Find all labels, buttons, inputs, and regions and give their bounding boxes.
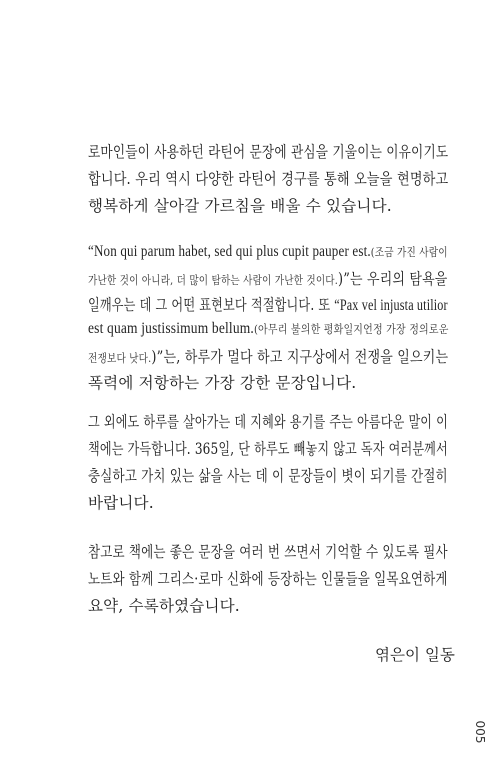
paragraph-line (88, 293, 448, 315)
translation-text: 전쟁보다 낫다. (88, 351, 152, 365)
latin-quote: est quam justissimum bellum. (88, 320, 254, 337)
paragraph-line: 행복하게 살아갈 가르침을 배울 수 있습니다. (88, 197, 392, 215)
translation-text: (아무리 불의한 평화일지언정 가장 정의로운 (253, 322, 449, 336)
body-text: )”는, 하루가 멀다 하고 지구상에서 전쟁을 일으키는 (151, 348, 449, 366)
body-text: 일깨우는 데 그 어떤 표현보다 적절합니다. 또 (88, 296, 335, 314)
latin-quote: “Non qui parum habet, sed qui plus cupit pauper est. (88, 243, 371, 260)
paragraph-line (88, 371, 356, 393)
paragraph-line: 그 외에도 하루를 살아가는 데 지혜와 용기를 주는 아름다운 말이 이 (88, 413, 449, 431)
translation-text: (조금 가진 사람이 (370, 245, 448, 259)
latin-quote: “Pax vel injusta utilior (334, 297, 448, 314)
paragraph-line: 책에는 가득합니다. 365일, 단 하루도 빼놓지 않고 독자 여러분께서 (88, 440, 448, 458)
paragraph-line: 충실하고 가치 있는 삶을 사는 데 이 문장들이 볏이 되기를 간절히 (88, 467, 448, 485)
paragraph-line (88, 267, 448, 289)
paragraph-line: 요약, 수록하였습니다. (88, 597, 240, 615)
page-number (465, 712, 495, 752)
paragraph-line (88, 242, 448, 261)
body-text: 폭력에 저항하는 가장 강한 문장입니다. (88, 374, 357, 392)
paragraph-line: 바랍니다. (88, 494, 154, 512)
paragraph-line (88, 345, 448, 367)
paragraph-line (88, 319, 449, 338)
paragraph-line: 노트와 함께 그리스·로마 신화에 등장하는 인물들을 일목요연하게 (88, 570, 448, 588)
translation-text: 가난한 것이 아니라, 더 많이 탐하는 사람이 가난한 것이다. (88, 273, 338, 287)
paragraph-line: 합니다. 우리 역시 다양한 라틴어 경구를 통해 오늘을 현명하고 (88, 170, 449, 188)
paragraph-line: 로마인들이 사용하던 라틴어 문장에 관심을 기울이는 이유이기도 (88, 143, 449, 161)
author-signature: 엮은이 일동 (375, 646, 455, 664)
paragraph-line: 참고로 책에는 좋은 문장을 여러 번 쓰면서 기억할 수 있도록 필사 (88, 543, 448, 561)
page-number-text: 005 (473, 720, 487, 744)
body-text: )”는 우리의 탐욕을 (337, 270, 448, 288)
